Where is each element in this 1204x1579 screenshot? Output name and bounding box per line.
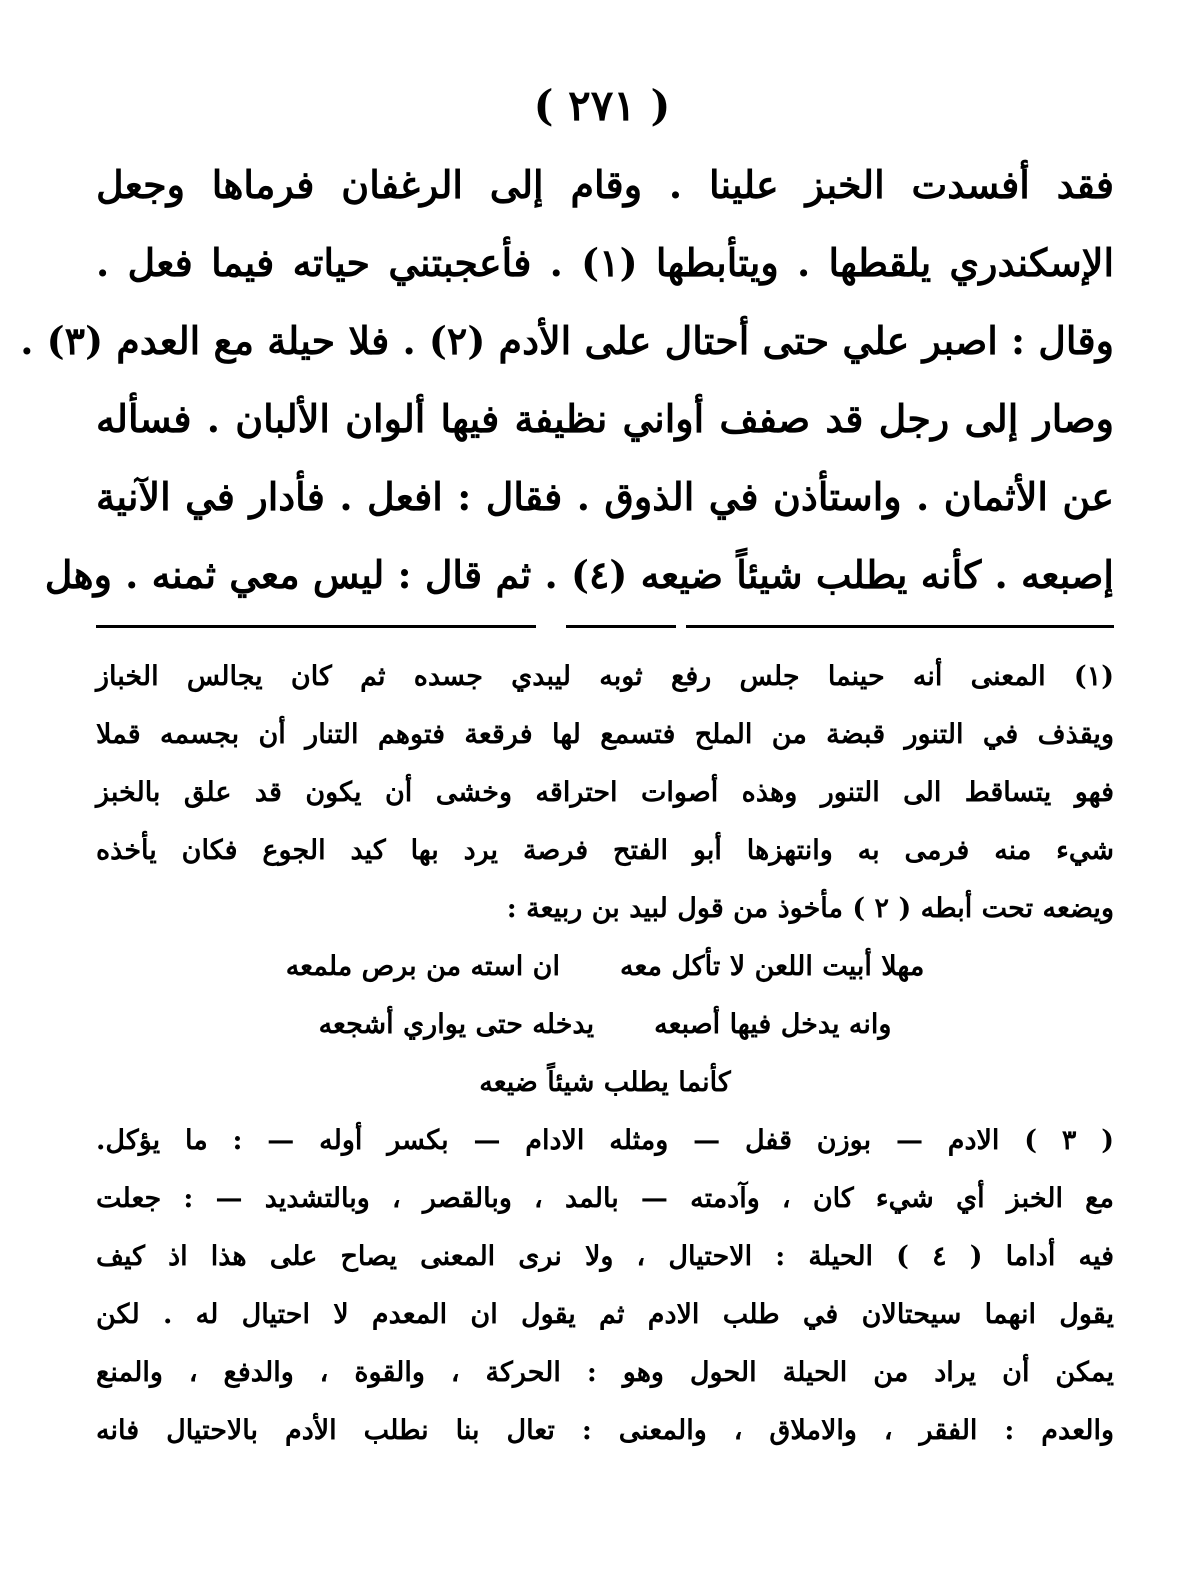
verse-second-half: يدخله حتى يواري أشجعه — [318, 1009, 595, 1040]
main-text-line: وصار إلى رجل قد صفف أواني نظيفة فيها ألوان الألبان . فسأله — [96, 396, 1114, 441]
footnote-line: ويضعه تحت أبطه ( ٢ ) مأخوذ من قول لبيد بن ربيعة : — [506, 893, 1114, 924]
main-text-line: عن الأثمان . واستأذن في الذوق . فقال : افعل . فأدار في الآنية — [96, 474, 1114, 519]
footnote-line: (١) المعنى أنه حينما جلس رفع ثوبه ليبدي جسده ثم كان يجالس الخباز — [96, 661, 1114, 692]
footnote-line: ( ٣ ) الادم — بوزن قفل — ومثله الادام — بكسر أوله — : ما يؤكل. — [96, 1125, 1114, 1156]
poem-verse-last: كأنما يطلب شيئاً ضيعه — [479, 1067, 731, 1098]
main-text-line: فقد أفسدت الخبز علينا . وقام إلى الرغفان فرماها وجعل — [96, 162, 1114, 207]
main-text-line: وقال : اصبر علي حتى أحتال على الأدم (٢) . فلا حيلة مع العدم (٣) . — [20, 318, 1114, 363]
footnote-divider — [96, 625, 536, 628]
verse-first-half: وانه يدخل فيها أصبعه — [654, 1009, 892, 1040]
footnote-line: والعدم : الفقر ، والاملاق ، والمعنى : تعال بنا نطلب الأدم بالاحتيال فانه — [96, 1415, 1114, 1446]
verse-second-half: ان استه من برص ملمعه — [285, 951, 560, 982]
poem-verse — [96, 996, 1114, 1054]
footnote-line: فيه أداما ( ٤ ) الحيلة : الاحتيال ، ولا نرى المعنى يصاح على هذا اذ كيف — [96, 1241, 1114, 1272]
main-text — [20, 146, 1114, 614]
footnote-line: يقول انهما سيحتالان في طلب الادم ثم يقول ان المعدم لا احتيال له . لكن — [96, 1299, 1114, 1330]
main-text-line: إصبعه . كأنه يطلب شيئاً ضيعه (٤) . ثم قال : ليس معي ثمنه . وهل — [44, 552, 1114, 597]
main-text-line: الإسكندري يلقطها . ويتأبطها (١) . فأعجبتني حياته فيما فعل . — [96, 240, 1114, 285]
footnote-line: فهو يتساقط الى التنور وهذه أصوات احتراقه وخشى أن يكون قد علق بالخبز — [96, 777, 1114, 808]
verse-first-half: مهلا أبيت اللعن لا تأكل معه — [619, 951, 925, 982]
footnote-line: ويقذف في التنور قبضة من الملح فتسمع لها فرقعة فتوهم التنار أن بجسمه قملا — [96, 719, 1114, 750]
footnote-divider — [566, 625, 676, 628]
footnotes — [96, 648, 1114, 1460]
footnote-line: شيء منه فرمى به وانتهزها أبو الفتح فرصة يرد بها كيد الجوع فكان يأخذه — [96, 835, 1114, 866]
footnote-divider — [686, 625, 1114, 628]
page-number: ( ٢٧١ ) — [533, 81, 671, 130]
footnote-line: يمكن أن يراد من الحيلة الحول وهو : الحركة ، والقوة ، والدفع ، والمنع — [96, 1357, 1114, 1388]
poem-verse — [96, 938, 1114, 996]
footnote-line: مع الخبز أي شيء كان ، وآدمته — بالمد ، وبالقصر ، وبالتشديد — : جعلت — [96, 1183, 1114, 1214]
